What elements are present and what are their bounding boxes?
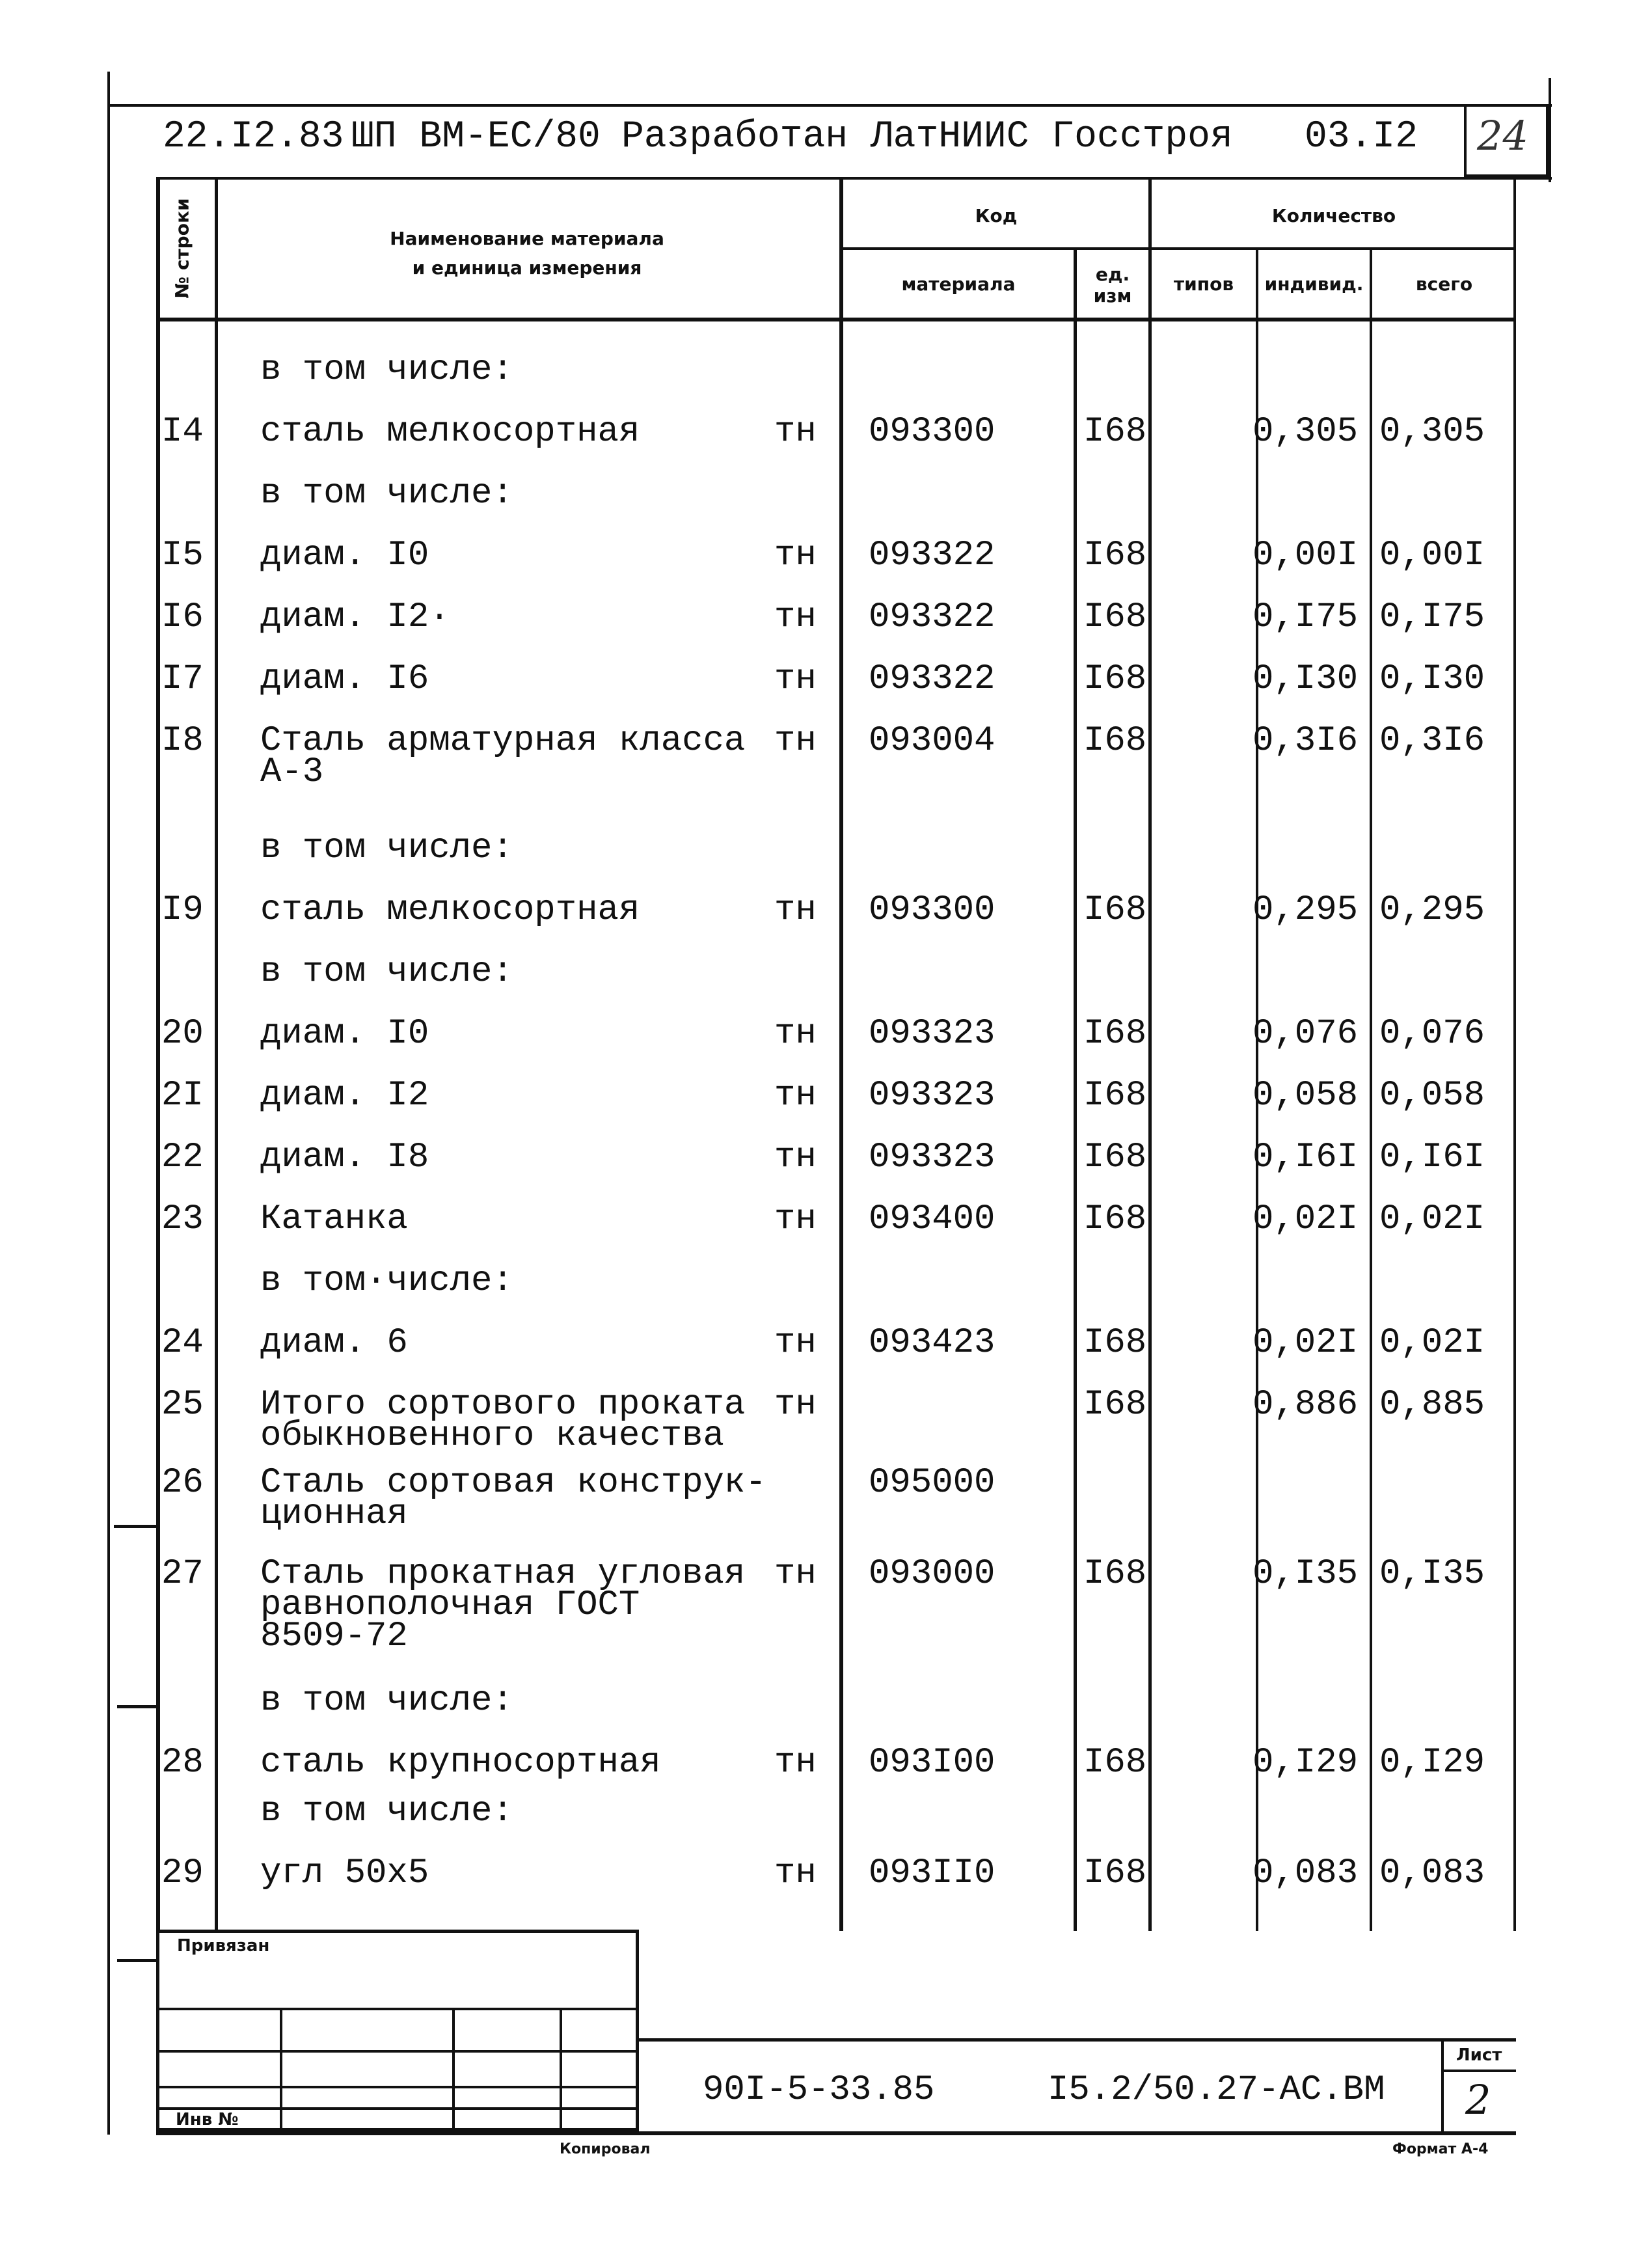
row-material-code: 093400	[869, 1199, 995, 1239]
sheet-box-line	[1441, 2038, 1444, 2133]
row-name: в том числе:	[260, 474, 513, 513]
row-number: 22	[161, 1138, 204, 1177]
row-name: Сталь прокатная угловая равнополочная ГОСТ 8509-72	[260, 1554, 746, 1656]
row-individual-qty: 0,058	[1253, 1076, 1359, 1115]
row-uom-code: I68	[1083, 412, 1147, 452]
linked-label: Привязан	[177, 1936, 270, 1956]
row-unit: тн	[774, 536, 817, 575]
header-developer: Разработан ЛатНИИС Госстроя	[621, 116, 1233, 158]
row-material-code: 093000	[869, 1554, 995, 1594]
row-individual-qty: 0,I75	[1253, 597, 1359, 637]
col-line-no	[215, 177, 218, 1931]
row-name: диам. I2·	[260, 597, 450, 637]
col-header-unit-line2: изм	[1093, 285, 1132, 307]
linked-col-line1	[280, 2008, 282, 2131]
row-uom-code: I68	[1083, 1385, 1147, 1425]
row-material-code: 093322	[869, 659, 995, 699]
row-number: 2I	[161, 1076, 204, 1115]
row-material-code: 093322	[869, 536, 995, 575]
sheet-number: 2	[1465, 2076, 1491, 2124]
row-uom-code: I68	[1083, 721, 1147, 761]
copied-label: Копировал	[560, 2141, 651, 2157]
row-uom-code: I68	[1083, 1138, 1147, 1177]
row-unit: тн	[774, 412, 817, 452]
row-total-qty: 0,076	[1379, 1014, 1485, 1054]
row-number: 23	[161, 1199, 204, 1239]
row-unit: тн	[774, 1554, 817, 1594]
colhead-mid-line	[839, 247, 1516, 250]
col-header-total: всего	[1415, 273, 1473, 295]
row-name: в том числе:	[260, 350, 513, 390]
row-number: I4	[161, 412, 204, 452]
row-total-qty: 0,058	[1379, 1076, 1485, 1115]
row-uom-code: I68	[1083, 536, 1147, 575]
row-name: в том числе:	[260, 952, 513, 992]
linked-col-line2	[452, 2008, 455, 2131]
linked-box	[156, 1930, 639, 2131]
row-uom-code: I68	[1083, 1323, 1147, 1363]
corner-number: 24	[1477, 112, 1528, 159]
row-individual-qty: 0,305	[1253, 412, 1359, 452]
row-individual-qty: 0,02I	[1253, 1199, 1359, 1239]
row-individual-qty: 0,295	[1253, 890, 1359, 930]
row-total-qty: 0,02I	[1379, 1199, 1485, 1239]
row-name: Итого сортового проката обыкновенного качества	[260, 1385, 746, 1456]
row-unit: тн	[774, 1138, 817, 1177]
stamp-bottom-line	[156, 2131, 1516, 2135]
row-material-code: 093323	[869, 1138, 995, 1177]
row-name: диам. I2	[260, 1076, 429, 1115]
header-doc-code: ШП ВМ-ЕС/80	[351, 116, 601, 158]
row-material-code: 093323	[869, 1076, 995, 1115]
row-name: в том числе:	[260, 1681, 513, 1721]
row-individual-qty: 0,00I	[1253, 536, 1359, 575]
col-line-name	[839, 177, 843, 1931]
row-name: Сталь сортовая конструк- ционная	[260, 1463, 766, 1534]
row-number: 27	[161, 1554, 204, 1594]
row-individual-qty: 0,083	[1253, 1853, 1359, 1893]
row-name: сталь мелкосортная	[260, 412, 640, 452]
row-unit: тн	[774, 1076, 817, 1115]
row-material-code: 093004	[869, 721, 995, 761]
row-total-qty: 0,02I	[1379, 1323, 1485, 1363]
row-total-qty: 0,295	[1379, 890, 1485, 930]
row-name: сталь мелкосортная	[260, 890, 640, 930]
header-date: 22.I2.83	[163, 116, 344, 158]
row-name: диам. I0	[260, 1014, 429, 1054]
row-uom-code: I68	[1083, 1853, 1147, 1893]
row-total-qty: 0,I75	[1379, 597, 1485, 637]
row-material-code: 095000	[869, 1463, 995, 1503]
linked-col-line3	[560, 2008, 562, 2131]
row-uom-code: I68	[1083, 1743, 1147, 1783]
row-unit: тн	[774, 1743, 817, 1783]
row-number: I5	[161, 536, 204, 575]
row-number: 28	[161, 1743, 204, 1783]
row-uom-code: I68	[1083, 597, 1147, 637]
row-individual-qty: 0,076	[1253, 1014, 1359, 1054]
row-uom-code: I68	[1083, 659, 1147, 699]
row-name: в том числе:	[260, 1792, 513, 1831]
col-header-name-line1: Наименование материала	[390, 228, 664, 249]
row-material-code: 093I00	[869, 1743, 995, 1783]
row-total-qty: 0,3I6	[1379, 721, 1485, 761]
linked-row-line2	[156, 2050, 639, 2053]
row-individual-qty: 0,02I	[1253, 1323, 1359, 1363]
row-individual-qty: 0,I6I	[1253, 1138, 1359, 1177]
row-number: 26	[161, 1463, 204, 1503]
colhead-bottom-line	[156, 318, 1516, 321]
row-unit: тн	[774, 890, 817, 930]
row-individual-qty: 0,I30	[1253, 659, 1359, 699]
row-uom-code: I68	[1083, 1076, 1147, 1115]
row-total-qty: 0,I29	[1379, 1743, 1485, 1783]
linked-row-line3	[156, 2086, 639, 2088]
side-tick-1	[114, 1525, 156, 1528]
row-unit: тн	[774, 1385, 817, 1425]
row-unit: тн	[774, 721, 817, 761]
row-unit: тн	[774, 1323, 817, 1363]
col-header-name-line2: и единица измерения	[412, 257, 642, 279]
sheet-label-line	[1441, 2070, 1516, 2072]
row-name: Катанка	[260, 1199, 408, 1239]
row-number: I6	[161, 597, 204, 637]
row-name: диам. I6	[260, 659, 429, 699]
row-unit: тн	[774, 1199, 817, 1239]
side-tick-2	[117, 1705, 156, 1708]
col-header-individual: индивид.	[1264, 273, 1364, 295]
row-unit: тн	[774, 597, 817, 637]
row-name: диам. I8	[260, 1138, 429, 1177]
row-name: в том·числе:	[260, 1261, 513, 1301]
row-total-qty: 0,885	[1379, 1385, 1485, 1425]
row-number: 20	[161, 1014, 204, 1054]
row-unit: тн	[774, 1014, 817, 1054]
footer-doc-number: 90I-5-33.85	[703, 2070, 935, 2110]
row-individual-qty: 0,886	[1253, 1385, 1359, 1425]
row-uom-code: I68	[1083, 1554, 1147, 1594]
col-line-unit	[1148, 177, 1152, 1931]
row-number: 24	[161, 1323, 204, 1363]
row-total-qty: 0,305	[1379, 412, 1485, 452]
col-line-ind	[1370, 247, 1372, 1931]
row-number: I8	[161, 721, 204, 761]
row-uom-code: I68	[1083, 1199, 1147, 1239]
row-material-code: 093300	[869, 890, 995, 930]
header-code-right: 03.I2	[1305, 116, 1418, 158]
row-material-code: 093300	[869, 412, 995, 452]
footer-doc-code: I5.2/50.27-АС.ВМ	[1048, 2070, 1385, 2110]
row-name: сталь крупносортная	[260, 1743, 661, 1783]
col-header-unit-line1: ед.	[1095, 264, 1130, 285]
row-name: угл 50х5	[260, 1853, 429, 1893]
row-number: 29	[161, 1853, 204, 1893]
col-header-material: материала	[901, 273, 1016, 295]
row-individual-qty: 0,3I6	[1253, 721, 1359, 761]
row-name: диам. I0	[260, 536, 429, 575]
right-margin-line	[1549, 78, 1551, 182]
row-material-code: 093323	[869, 1014, 995, 1054]
row-name: в том числе:	[260, 828, 513, 868]
row-name: Сталь арматурная класса А-3	[260, 721, 746, 792]
row-individual-qty: 0,I29	[1253, 1743, 1359, 1783]
col-header-code: Код	[975, 205, 1018, 226]
row-material-code: 093423	[869, 1323, 995, 1363]
row-unit: тн	[774, 659, 817, 699]
stamp-top-line	[639, 2038, 1516, 2042]
row-uom-code: I68	[1083, 1014, 1147, 1054]
linked-row-line1	[156, 2008, 639, 2010]
row-number: I9	[161, 890, 204, 930]
row-total-qty: 0,00I	[1379, 536, 1485, 575]
row-number: I7	[161, 659, 204, 699]
sheet-label: Лист	[1456, 2045, 1502, 2065]
row-individual-qty: 0,I35	[1253, 1554, 1359, 1594]
row-material-code: 093322	[869, 597, 995, 637]
col-header-quantity: Количество	[1271, 205, 1396, 226]
row-unit: тн	[774, 1853, 817, 1893]
row-total-qty: 0,I35	[1379, 1554, 1485, 1594]
inv-no-label: Инв №	[176, 2110, 239, 2129]
col-header-typical: типов	[1173, 273, 1234, 295]
col-line-material	[1074, 247, 1077, 1931]
top-frame-line	[107, 104, 1552, 107]
row-total-qty: 0,I30	[1379, 659, 1485, 699]
side-tick-3	[117, 1959, 156, 1962]
row-number: 25	[161, 1385, 204, 1425]
format-label: Формат А-4	[1392, 2141, 1489, 2157]
col-header-row-no: № строки	[171, 198, 193, 299]
row-name: диам. 6	[260, 1323, 408, 1363]
row-total-qty: 0,I6I	[1379, 1138, 1485, 1177]
left-margin-line	[107, 72, 110, 2135]
row-uom-code: I68	[1083, 890, 1147, 930]
row-material-code: 093II0	[869, 1853, 995, 1893]
row-total-qty: 0,083	[1379, 1853, 1485, 1893]
